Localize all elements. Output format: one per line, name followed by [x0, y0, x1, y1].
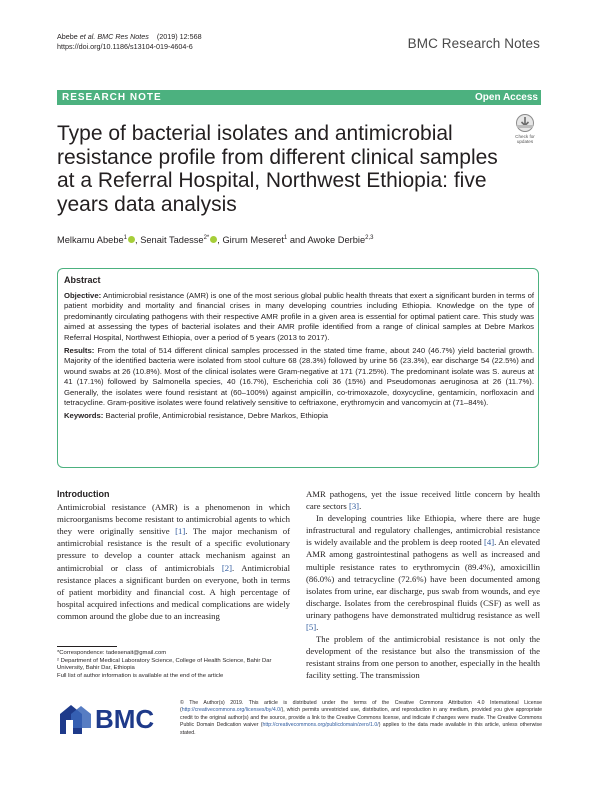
citation-line: [57, 32, 202, 42]
results-text: From the total of 514 different clinical samples processed in the stated time frame, about 240 (46.7%) yield bacterial growth. Majority of the identified bacteria were isolated from stool culture 68 (28.3%) followed by urine 56 (23.3%), ear discharge 54 (22.5%) and wound swabs at 26 (10.8%). Most of the clinical isolates were Gram-negative at 171 (71.25%). The predominant isolate was S. aureus at 41 (17.1%) followed by Salmonella species, 40 (16.7%), Escherichia coli 36 (15%) and Pseudomonas aeruginosa at 26 (11.7%). Generally, the isolates were found resistant at (60–100%) against ampicillin, co-trimoxazole, doxycycline, gentamicin, norfloxacin and tetracycline. Gram-positive isolates were found relatively sensitive to ceftriaxone, erythromycin and vancomycin at (71–84%).: [64, 346, 534, 408]
article-type-label: RESEARCH NOTE: [62, 92, 162, 103]
text-run: .: [316, 622, 319, 633]
author-separator: ,: [217, 235, 223, 246]
check-badge-line2: updates: [516, 139, 534, 144]
author-separator: ,: [135, 235, 141, 246]
intro-paragraph-3: The problem of the antimicrobial resistance is not only the development of the resistance but also the transmission of the resistant strains from one person to another, especially in the health facility setting. The transmission: [306, 634, 540, 681]
citation-authors: Abebe: [57, 32, 80, 41]
author[interactable]: [307, 235, 373, 245]
text-run: . The major mechanism of antimicrobial resistance is the result of a specific evolutionary pressure to develop a counter attack mechanism against an antimicrobial or class of antimicrobials: [57, 526, 290, 573]
keywords-text: Bacterial profile, Antimicrobial resistance, Debre Markos, Ethiopia: [103, 411, 329, 421]
correspondence-note[interactable]: *Correspondence: tadesenait@gmail.com: [57, 650, 167, 656]
affiliation-note: ² Department of Medical Laboratory Science, College of Health Science, Bahir Dar University, Bahir Dar, Ethiopia: [57, 657, 272, 672]
bmc-logo-icon: [57, 702, 97, 740]
text-run: ), which permits unrestricted use, distribution, and reproduction in any medium, provided you give appropriate credit to the original author(s) and the source, provide a link to the Creative Commons license, and indicate if changes were made. The Creative Commons Public Domain Dedication waiver (: [180, 707, 542, 729]
objective-label: Objective:: [64, 291, 102, 300]
abstract-heading: Abstract: [64, 275, 101, 285]
left-column: [57, 488, 290, 622]
intro-paragraph-1-cont: [306, 488, 540, 512]
license-text: [180, 700, 542, 737]
author-name: Melkamu Abebe: [57, 235, 124, 246]
author-separator: and: [287, 235, 308, 246]
citation-year: (2019) 12:568: [156, 32, 202, 41]
introduction-heading: Introduction: [57, 489, 110, 499]
orcid-icon[interactable]: [128, 236, 135, 243]
text-run: Antimicrobial resistance (AMR) is a phenomenon in which microorganisms become resistant to antimicrobial agents to which they were originally sensitive: [57, 502, 290, 537]
author-name: Girum Meseret: [222, 235, 284, 246]
text-run: .: [359, 501, 362, 512]
author-info-note: Full list of author information is available at the end of the article: [57, 672, 224, 679]
bmc-logo-text: BMC: [95, 704, 155, 734]
text-run: © The Author(s) 2019. This article is distributed under the terms of the Creative Commons Attribution 4.0 International License (: [180, 700, 542, 714]
author[interactable]: [140, 235, 217, 245]
citation-link[interactable]: [3]: [348, 501, 360, 512]
abstract-results: [64, 346, 534, 408]
footnotes: [57, 650, 297, 680]
author-name: Senait Tadesse: [140, 235, 204, 246]
check-badge-line1: Check for: [515, 134, 535, 139]
author-affiliation: 2*: [203, 235, 210, 241]
author-name: Awoke Derbie: [307, 235, 366, 246]
doi-link[interactable]: https://doi.org/10.1186/s13104-019-4604-6: [57, 42, 193, 51]
citation-link[interactable]: [4]: [484, 537, 495, 548]
footnote-divider: [57, 646, 117, 647]
abstract-body: [64, 291, 534, 425]
license-link[interactable]: http://creativecommons.org/licenses/by/4.0/: [181, 707, 282, 714]
results-label: Results:: [64, 346, 95, 356]
author[interactable]: [222, 235, 287, 245]
author-affiliation: 1: [123, 235, 128, 241]
author-affiliation: 2,3: [365, 235, 374, 241]
bmc-logo[interactable]: [57, 700, 155, 740]
citation-link[interactable]: [5]: [306, 622, 317, 633]
abstract-objective: [64, 291, 534, 343]
author-affiliation: 1: [283, 235, 288, 241]
text-run: AMR pathogens, yet the issue received little concern by health care sectors: [306, 489, 540, 512]
objective-text: Antimicrobial resistance (AMR) is one of the most serious global public health threats that exert a significant burden in terms of patient morbidity and mortality and financial crises in many developing countries including Ethiopia. Knowledge on the type of predominantly circulating pathogens with their respective AMR profile in a given area is essential for optimal patient care. This study was aimed at assessing the types of bacterial isolates and their AMR profile identified from a range of clinical samples at Debre Markos Referral Hospital, Northwest Ethiopia, over a period of 5 years (2013 to 2017).: [64, 291, 534, 342]
citation-link[interactable]: [2]: [221, 562, 233, 573]
text-run: . An elevated AMR among gastrointestinal pathogens as well as increased and multiple resistance rates to erythromycin (89.4%), amoxicillin (86.0%) and tetracycline (72.6%) have been documented among isolates from urine, ear discharge, pus swab from wounds, and eye discharge. Isolates from the cerebrospinal fluids (CSF) as well as urinary pathogens have demonstrated multidrug resistance as well: [306, 537, 540, 620]
text-run: . Antimicrobial resistance places a significant burden on everyone, both in terms of patient morbidity and financial cost. A high percentage of hospital acquired infections and medical complications are widely common around the globe due to an increasing: [57, 562, 290, 621]
abstract-keywords: [64, 411, 534, 421]
intro-paragraph-1: [57, 501, 290, 622]
keywords-label: Keywords:: [64, 411, 104, 421]
right-column: [306, 488, 540, 682]
text-run: ) applies to the data made available in this article, unless otherwise stated.: [180, 722, 542, 736]
text-run: In developing countries like Ethiopia, where there are huge infrastructural and regulatory challenges, antimicrobial resistance is widely available and the problem is deep rooted: [306, 513, 540, 548]
citation-link[interactable]: [1]: [175, 526, 186, 537]
author[interactable]: [57, 235, 135, 245]
journal-name: BMC Research Notes: [407, 36, 540, 51]
citation-journal: et al. BMC Res Notes: [79, 32, 149, 41]
public-domain-link[interactable]: http://creativecommons.org/publicdomain/zero/1.0/: [262, 722, 379, 729]
check-for-updates-badge[interactable]: [509, 112, 541, 144]
intro-paragraph-2: [306, 512, 540, 633]
article-title: Type of bacterial isolates and antimicrobial resistance profile from different clinical samples at a Referral Hospital, Northwest Ethiopia: five years data analysis: [57, 122, 498, 216]
author-list: [57, 232, 527, 246]
open-access-label: Open Access: [475, 92, 538, 103]
